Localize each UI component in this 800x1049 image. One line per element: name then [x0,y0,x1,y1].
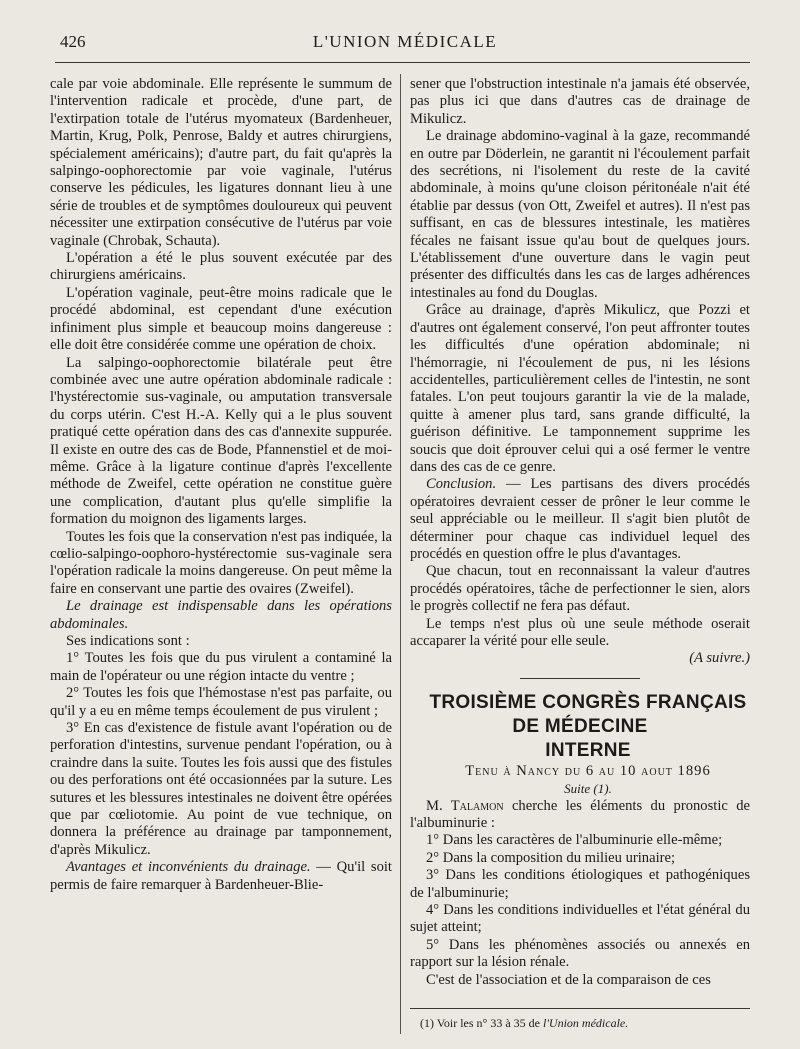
right-column [410,76,750,989]
section-title-line1: TROISIÈME CONGRÈS FRANÇAIS DE MÉDECINE [429,691,747,737]
paragraph: 2° Toutes les fois que l'hémostase n'est pas parfaite, ou qu'il y a eu en même temps écoulement de pus virulent ; [50,685,392,719]
paragraph: 1° Toutes les fois que du pus virulent a contaminé la main de l'opérateur ou une région intacte du ventre ; [50,650,392,684]
left-column [50,76,392,894]
paragraph: Toutes les fois que la conservation n'est pas indiquée, la cœlio-salpingo-oophoro-hystérectomie sus-vaginale sera l'opération radicale la moins dangereuse. On peut même la faire en conservant une partie des ovaires (Zweifel). [50,528,392,597]
paragraph: 4° Dans les conditions individuelles et l'état général du sujet atteint; [410,902,750,936]
paragraph-lead: Conclusion. [426,476,497,493]
paragraph: sener que l'obstruction intestinale n'a jamais été observée, pas plus ici que dans d'autres cas de drainage de Mikulicz. [410,76,750,127]
page-header [60,30,750,56]
footnote-journal: l'Union médicale. [543,1016,629,1030]
paragraph [410,476,750,563]
paragraph: cale par voie abdominale. Elle représente le summum de l'intervention radicale et procède, d'une part, de l'extirpation totale de l'utérus myomateux (Bardenheuer, Martin, Krug, Polk, Penrose, Baldy et autres chirurgiens, spécialement américains); d'autre part, du fait qu'après la salpingo-oophorectomie par voie vaginale, l'utérus conserve les pédicules, les ligatures donnant lieu à une série de troubles et de symptômes douloureux qui peuvent nécessiter une extirpation consécutive de l'utérus par voie vaginale (Chrobak, Schauta). [50,76,392,249]
section-title-line2: INTERNE [545,739,631,761]
header-rule [55,62,750,63]
paragraph: 3° Dans les conditions étiologiques et pathogéniques de l'albuminurie; [410,867,750,901]
paragraph-text: cherche les éléments du pronostic de l'albuminurie : [410,797,751,832]
paragraph: Le temps n'est plus où une seule méthode oserait accaparer la vérité pour elle seule. [410,615,750,649]
paragraph: C'est de l'association et de la comparaison de ces [426,971,711,988]
paragraph: L'opération vaginale, peut-être moins radicale que le procédé abdominal, est cependant d'une exécution infiniment plus simple et beaucoup moins dangereuse : elle doit être considérée comme une opération de choix. [50,284,392,354]
paragraph: L'opération a été le plus souvent exécutée par des chirurgiens américains. [50,250,392,284]
column-divider [400,74,401,1034]
paragraph-text: — Les partisans des divers procédés opératoires devraient cesser de prôner le leur comme le seul appréciable ou le meilleur. Il s'agit bien plutôt de déterminer pour chaque cas individuel lequel des procédés en question offre le plus d'avantages. [410,476,750,562]
section-rule [520,678,640,679]
page-number: 426 [60,32,86,51]
paragraph: Ses indications sont : [66,633,190,649]
paragraph: 5° Dans les phénomènes associés ou annexés en rapport sur la lésion rénale. [410,936,750,971]
footnote-rule [410,1008,750,1009]
paragraph: 2° Dans la composition du milieu urinaire; [426,849,676,866]
paragraph: 3° En cas d'existence de fistule avant l'opération ou de perforation d'intestins, survenue pendant l'opération, ou à craindre dans la suite. Toutes les fois aussi que des fistules ou des perforations ont été occasionnées par la suture. Les sutures et les blessures intestinales ne doivent être opérées que par cœliotomie. Au point de vue technique, on donnera la préférence au drainage par tamponnement, d'après Mikulicz. [50,720,392,858]
paragraph: 1° Dans les caractères de l'albuminurie elle-même; [426,832,723,849]
footnote [420,1016,628,1031]
paragraph-lead: Avantages et inconvénients du drainage. [66,859,311,876]
paragraph-text: — Qu'il soit permis de faire remarquer à Bardenheuer-Blie- [50,859,392,893]
paragraph: Grâce au drainage, d'après Mikulicz, que Pozzi et d'autres ont également conservé, l'on peut affronter toutes les difficultés d'une opération abdominale; ni l'hémorragie, ni l'écoulement de pus, ni les lésions accidentelles, particulièrement celles de l'intestin, ne sont fatales. L'on peut toujours garantir la vie de la malade, quitte à amener plus tard, sans grande difficulté, la guérison définitive. Le tamponnement supprime les soucis que doit éprouver celui qui a osé fermer le ventre dans des cas de ce genre. [410,302,750,475]
paragraph: Le drainage est indispensable dans les opérations abdominales. [50,598,392,632]
right-column-article [410,76,750,650]
session-date: Tenu à Nancy du 6 au 10 aout 1896 [465,762,711,779]
suite-note: Suite (1). [564,781,612,797]
footnote-text: (1) Voir les n° 33 à 35 de [420,1016,544,1030]
paragraph: Que chacun, tout en reconnaissant la valeur d'autres procédés opératoires, tâche de perfectionner le sien, alors le progrès collectif ne fera pas défaut. [410,563,750,615]
speaker-name: M. Talamon [426,797,504,814]
running-title: L'UNION MÉDICALE [312,32,498,51]
paragraph: Le drainage abdomino-vaginal à la gaze, recommandé en outre par Döderlein, ne garantit ni l'écoulement parfait des secrétions, ni l'isolement du reste de la cavité abdominale, à moins qu'une cloison péritonéale n'ait été établie par dessus (von Ott, Zweifel et autres). Il n'est pas suffisant, en cas de blessures intestinale, les matières fécales ne faisant issue qu'au bout de quelques jours. L'établissement d'une ouverture dans le vagin peut présenter des difficultés dans les cas de larges adhérences intestinales au fond du Douglas. [410,128,750,301]
paragraph [410,798,750,833]
paragraph: La salpingo-oophorectomie bilatérale peut être combinée avec une autre opération abdominale radicale : l'hystérectomie sus-vaginale, ou amputation transversale du corps utérin. C'est H.-A. Kelly qui a le plus souvent pratiqué cette opération dans des cas d'annexite suppurée. Il existe en outre des cas de Bode, Pfannenstiel et de moi-même. Grâce à la ligature continue d'après l'excellente méthode de Zweifel, cette opération ne constitue guère une complication, d'autant plus qu'elle simplifie la formation du moignon des ligaments larges. [50,354,392,528]
a-suivre: (A suivre.) [689,650,750,667]
paragraph [50,859,392,894]
right-column-congress [410,798,750,989]
